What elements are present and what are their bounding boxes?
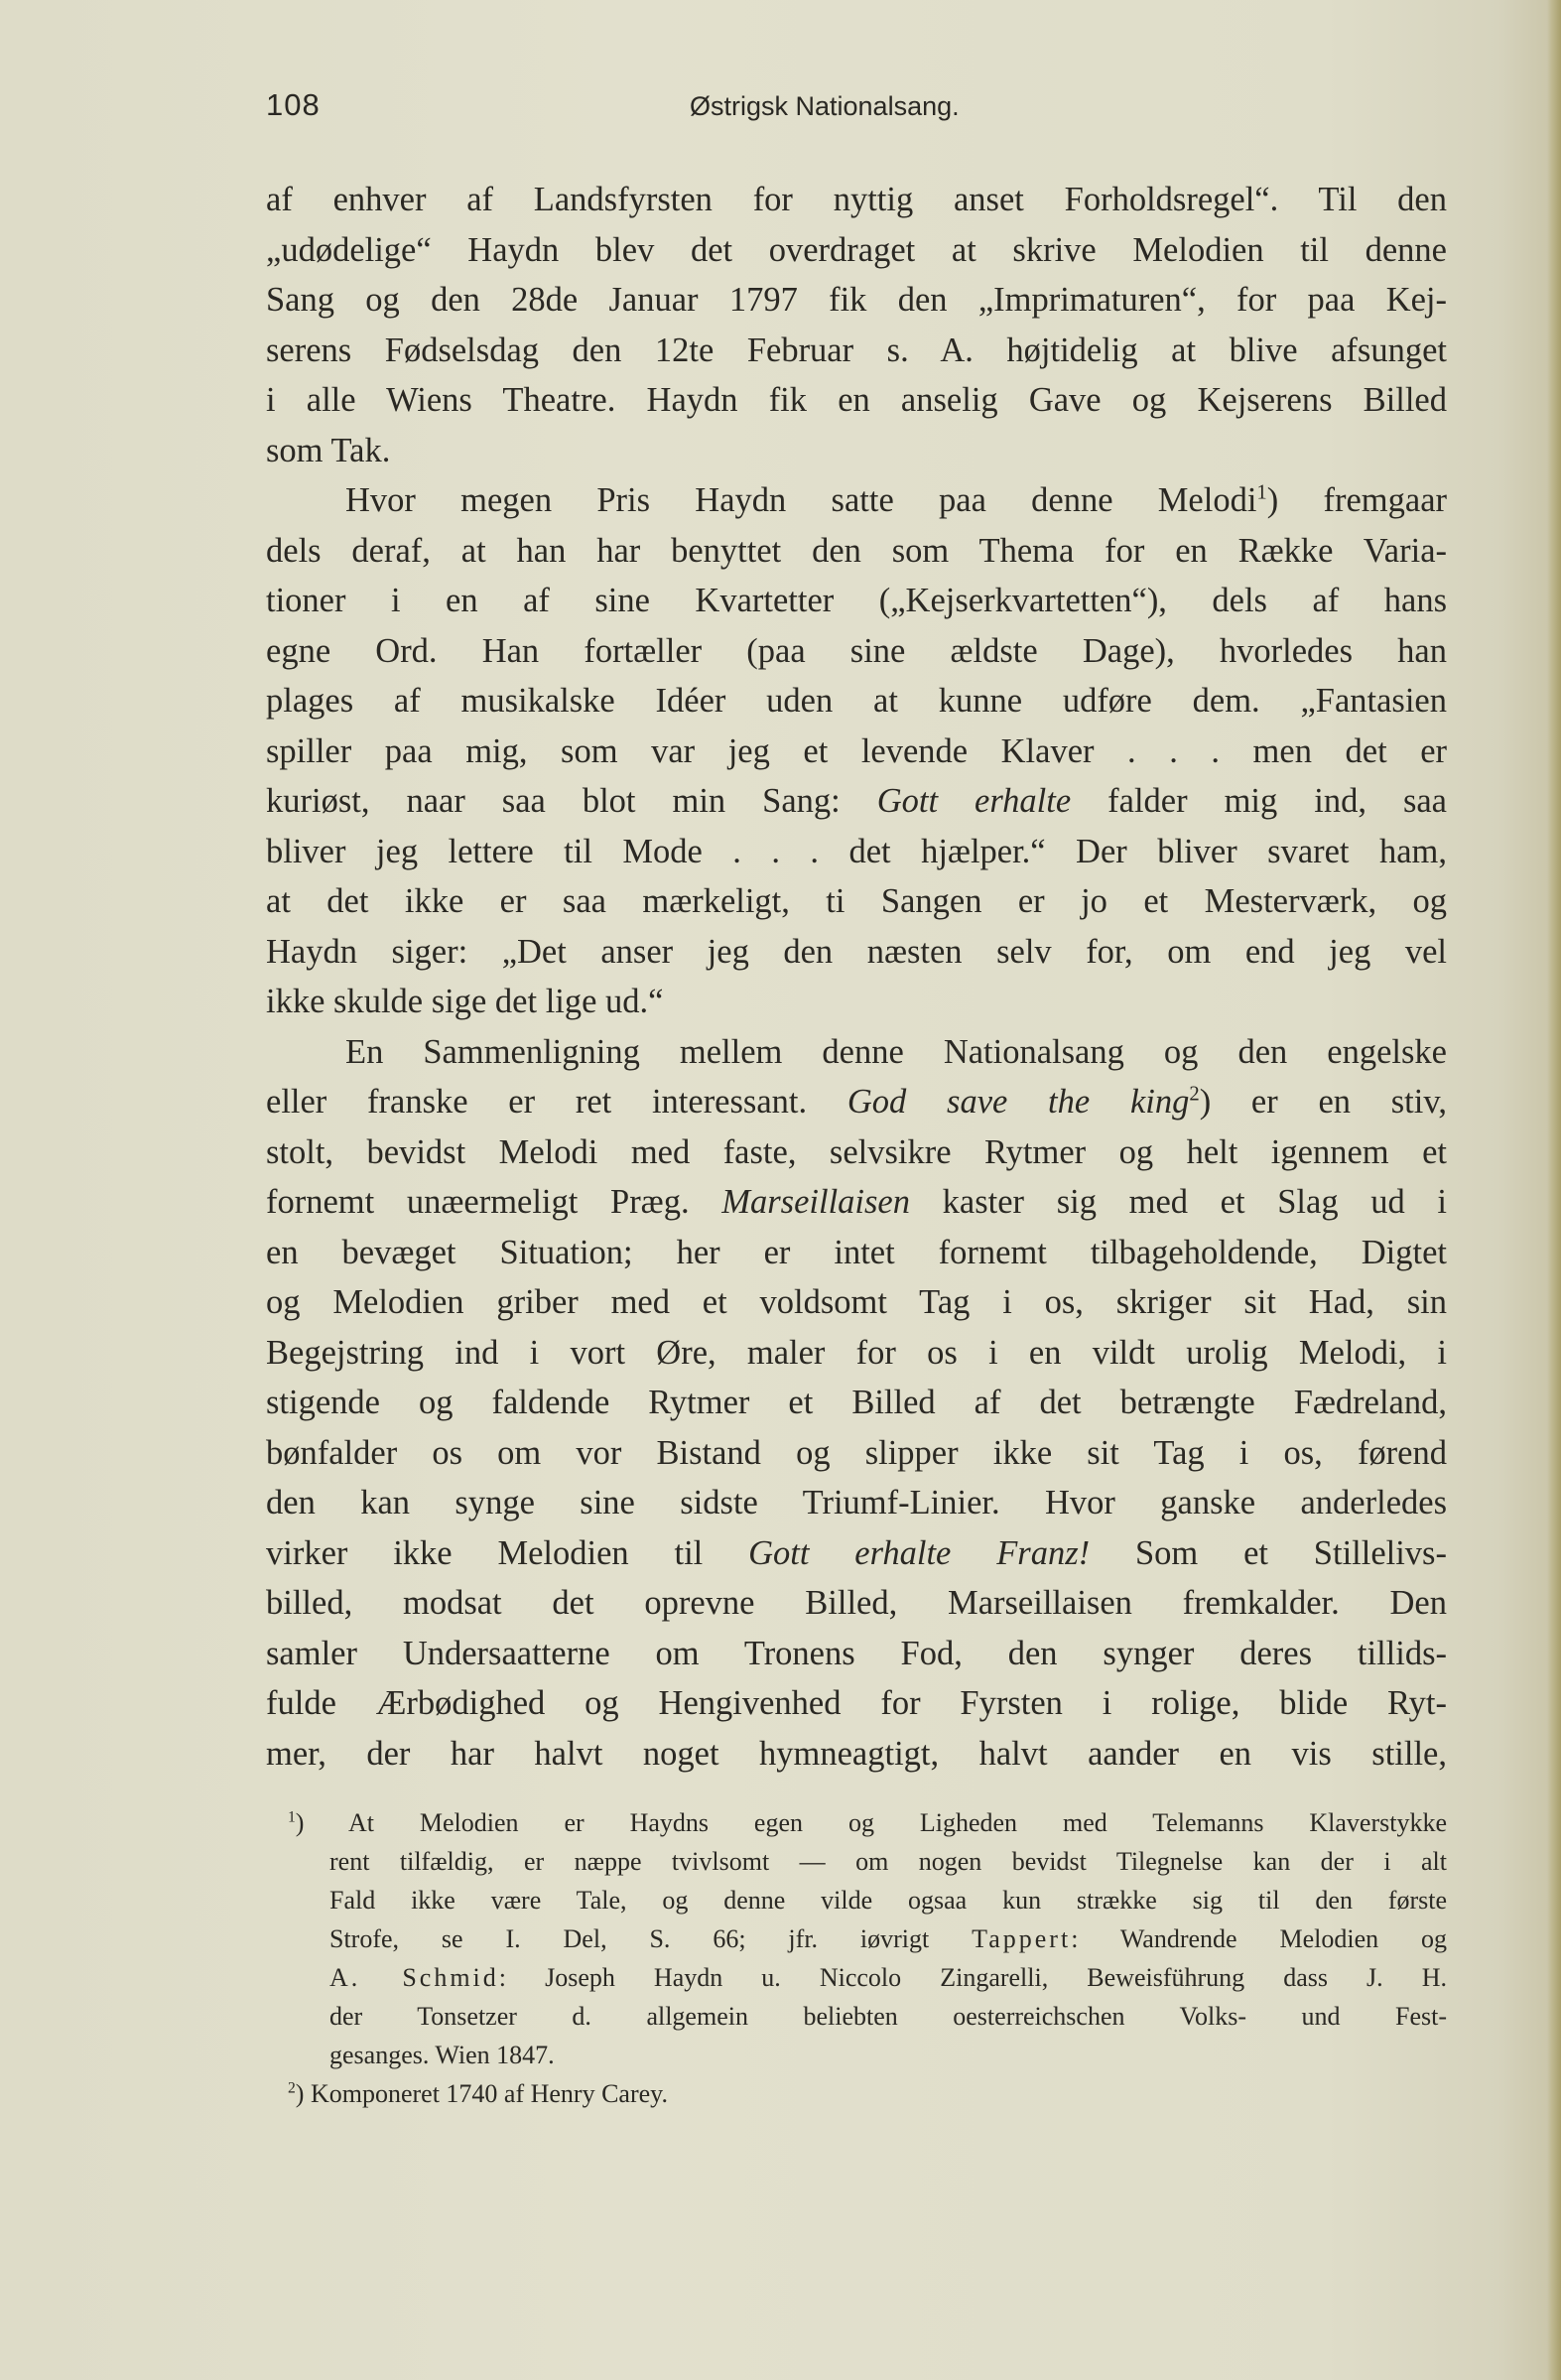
text-span: fornemt unæermeligt Præg.: [266, 1183, 722, 1221]
text-line: [266, 1077, 1447, 1127]
footnote-line: der Tonsetzer d. allgemein beliebten oesterreichschen Volks- und Fest-: [329, 2002, 1447, 2031]
footnote-line: rent tilfældig, er næppe tvivlsomt — om nogen bevidst Tilegnelse kan der i alt: [329, 1847, 1447, 1876]
text-span: Strofe, se I. Del, S. 66; jfr. iøvrigt: [329, 1924, 973, 1953]
text-line: [266, 1177, 1447, 1228]
footnote-line: [266, 1803, 1447, 1842]
text-line: at det ikke er saa mærkeligt, ti Sangen er jo et Mesterværk, og: [266, 882, 1447, 920]
text-line: bliver jeg lettere til Mode . . . det hjælper.“ Der bliver svaret ham,: [266, 832, 1447, 870]
text-line: i alle Wiens Theatre. Haydn fik en anselig Gave og Kejserens Billed: [266, 381, 1447, 419]
text-span: : Wandrende Melodien og: [1071, 1924, 1447, 1953]
text-line: fulde Ærbødighed og Hengivenhed for Fyrsten i rolige, blide Ryt-: [266, 1684, 1447, 1722]
italic-title: God save the king: [846, 1083, 1190, 1121]
text-span: virker ikke Melodien til: [266, 1533, 749, 1572]
text-line: Sang og den 28de Januar 1797 fik den „Imprimaturen“, for paa Kej-: [266, 281, 1447, 319]
text-line: billed, modsat det oprevne Billed, Marseillaisen fremkalder. Den: [266, 1584, 1447, 1622]
text-line: den kan synge sine sidste Triumf-Linier. Hvor ganske anderledes: [266, 1484, 1447, 1521]
text-span: ) er en stiv,: [1199, 1083, 1447, 1121]
text-line: egne Ord. Han fortæller (paa sine ældste Dage), hvorledes han: [266, 631, 1447, 670]
footnotes: [266, 1803, 1447, 2113]
author-name: Tappert: [972, 1924, 1072, 1953]
text-line: og Melodien griber med et voldsomt Tag i os, skriger sit Had, sin: [266, 1283, 1447, 1321]
text-line: samler Undersaatterne om Tronens Fod, den synger deres tillids-: [266, 1634, 1447, 1672]
text-span: ) Komponeret 1740 af Henry Carey.: [295, 2079, 668, 2108]
text-span: eller franske er ret interessant.: [266, 1083, 847, 1121]
text-line: „udødelige“ Haydn blev det overdraget at skrive Melodien til denne: [266, 230, 1447, 269]
footnote-ref: 2: [1189, 1083, 1200, 1106]
text-line: af enhver af Landsfyrsten for nyttig anset Forholdsregel“. Til den: [266, 181, 1447, 218]
text-line: ikke skulde sige det lige ud.“: [266, 983, 664, 1020]
text-span: Hvor megen Pris Haydn satte paa denne Melodi: [345, 481, 1257, 519]
text-span: kaster sig med et Slag ud i: [909, 1183, 1447, 1221]
text-span: : Joseph Haydn u. Niccolo Zingarelli, Beweisführung dass J. H.: [498, 1963, 1447, 1992]
footnote-marker: 1: [288, 1808, 296, 1826]
italic-title: Gott erhalte Franz!: [748, 1533, 1091, 1572]
footnote-line: Fald ikke være Tale, og denne vilde ogsaa kun strække sig til den første: [329, 1886, 1447, 1915]
text-line: bønfalder os om vor Bistand og slipper ikke sit Tag i os, førend: [266, 1433, 1447, 1472]
text-line: dels deraf, at han har benyttet den som Thema for en Række Varia-: [266, 531, 1447, 570]
text-line: stigende og faldende Rytmer et Billed af det betrængte Fædreland,: [266, 1384, 1447, 1421]
author-name: A. Schmid: [329, 1963, 499, 1992]
text-span: falder mig ind, saa: [1071, 782, 1447, 820]
text-line: Haydn siger: „Det anser jeg den næsten selv for, om end jeg vel: [266, 932, 1447, 971]
footnote-line: [266, 1958, 1447, 1997]
text-line: Begejstring ind i vort Øre, maler for os i en vildt urolig Melodi, i: [266, 1333, 1447, 1372]
page-header: [266, 87, 1447, 127]
running-title: Østrigsk Nationalsang.: [690, 91, 960, 121]
text-line: plages af musikalske Idéer uden at kunne udføre dem. „Fantasien: [266, 682, 1447, 720]
footnote-marker: 2: [288, 2079, 296, 2097]
text-span: ) At Melodien er Haydns egen og Ligheden med Telemanns Klaverstykke: [295, 1808, 1447, 1837]
footnote-line: gesanges. Wien 1847.: [329, 2041, 555, 2069]
footnote-line: [266, 1919, 1447, 1958]
text-line: som Tak.: [266, 431, 391, 469]
text-span: ) fremgaar: [1266, 481, 1447, 519]
footnote-line: [266, 2074, 1447, 2113]
text-line: [266, 475, 1447, 526]
text-line: en bevæget Situation; her er intet fornemt tilbageholdende, Digtet: [266, 1233, 1447, 1271]
page-number: 108: [266, 87, 321, 122]
body-text: [266, 175, 1447, 1779]
page-edge: [1547, 0, 1561, 2380]
text-line: tioner i en af sine Kvartetter („Kejserkvartetten“), dels af hans: [266, 582, 1447, 619]
text-line: spiller paa mig, som var jeg et levende Klaver . . . men det er: [266, 731, 1447, 770]
text-line: mer, der har halvt noget hymneagtigt, halvt aander en vis stille,: [266, 1734, 1447, 1773]
footnote-ref: 1: [1256, 481, 1267, 504]
text-line: [266, 1528, 1447, 1579]
text-span: Som et Stillelivs-: [1090, 1533, 1447, 1572]
italic-title: Marseillaisen: [721, 1183, 910, 1221]
text-span: kuriøst, naar saa blot min Sang:: [266, 782, 877, 820]
text-line: En Sammenligning mellem denne Nationalsang og den engelske: [345, 1032, 1447, 1071]
text-line: serens Fødselsdag den 12te Februar s. A. højtidelig at blive afsunget: [266, 331, 1447, 369]
text-line: [266, 776, 1447, 827]
italic-title: Gott erhalte: [876, 782, 1072, 820]
text-line: stolt, bevidst Melodi med faste, selvsikre Rytmer og helt igennem et: [266, 1132, 1447, 1171]
